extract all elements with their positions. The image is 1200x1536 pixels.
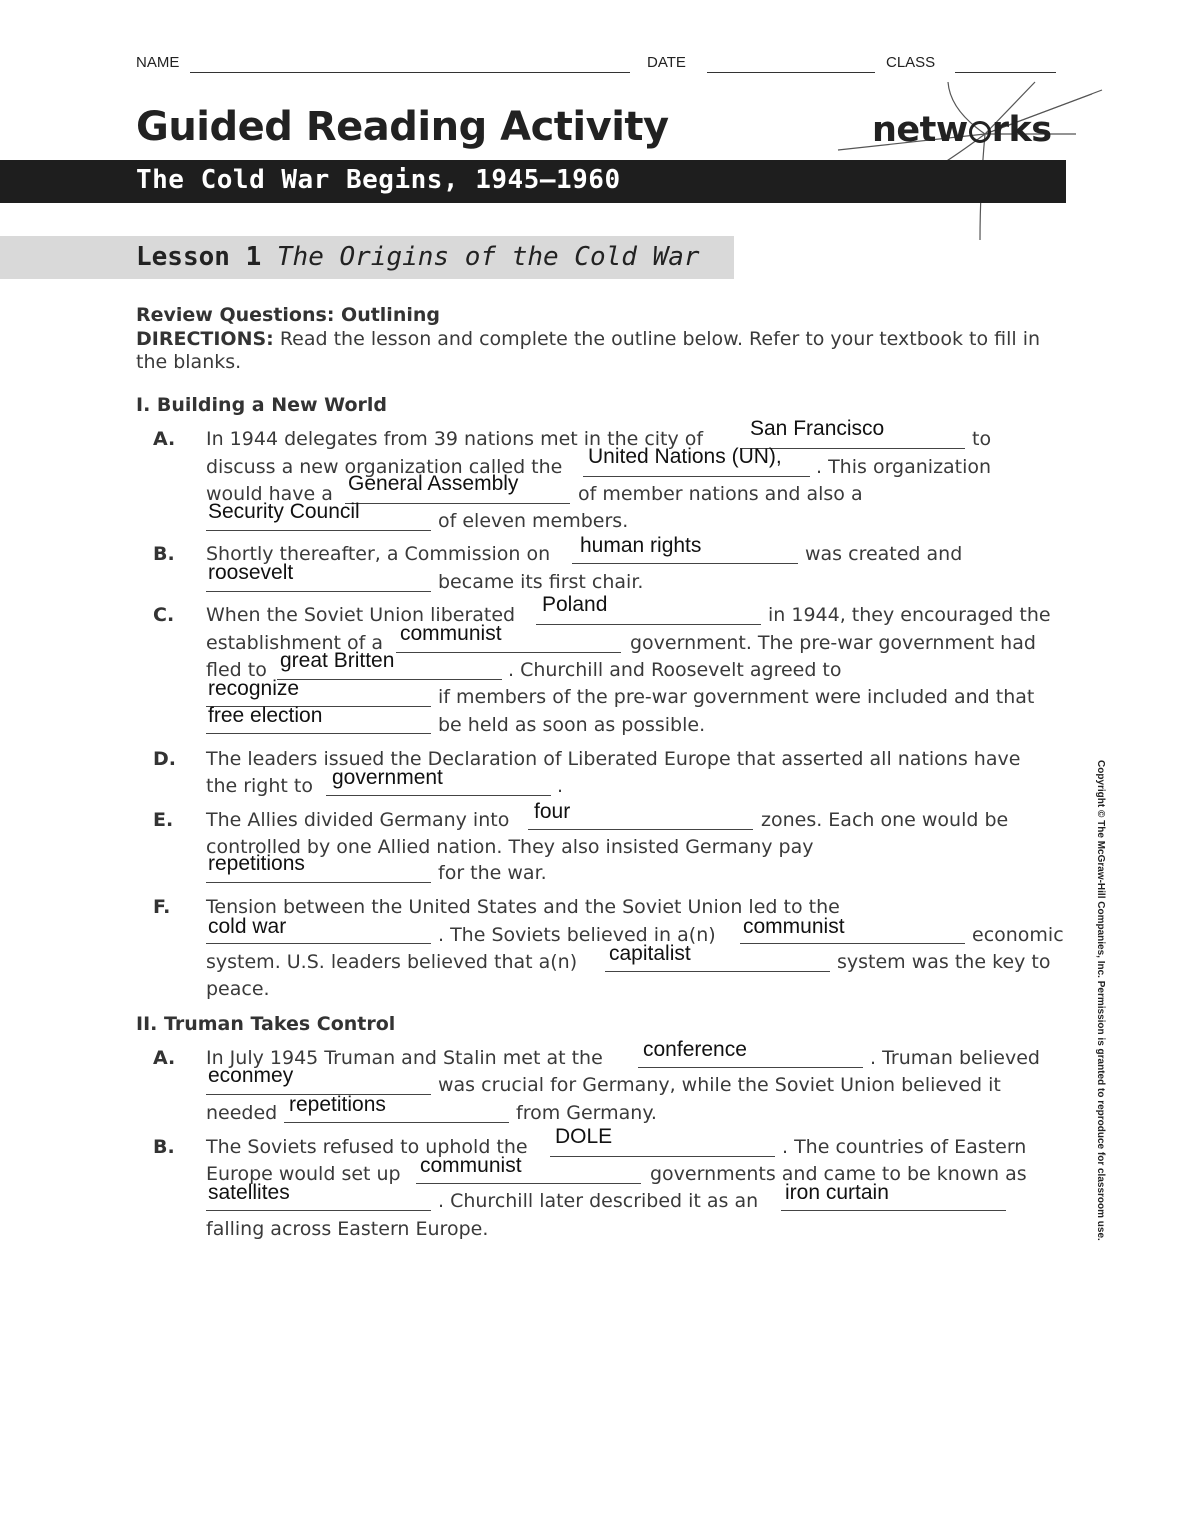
item-text: government. The pre-war government had — [630, 632, 1036, 654]
answer-blank[interactable] — [740, 943, 965, 944]
answer-text: Poland — [542, 593, 608, 616]
item-text: . The Soviets believed in a(n) — [438, 924, 716, 946]
answer-text: United Nations (UN), — [588, 445, 782, 468]
item-text: Tension between the United States and the Soviet Union led to the — [206, 896, 840, 918]
answer-text: free election — [208, 704, 323, 727]
item-text: system. U.S. leaders believed that a(n) — [206, 951, 578, 973]
item-text: was crucial for Germany, while the Soviet Union believed it — [438, 1074, 1001, 1096]
answer-text: DOLE — [555, 1125, 613, 1148]
item-text: . Churchill and Roosevelt agreed to — [508, 659, 842, 681]
date-label: DATE — [647, 54, 686, 71]
item-text: of eleven members. — [438, 510, 629, 532]
answer-text: econmey — [208, 1064, 294, 1087]
item-text: be held as soon as possible. — [438, 714, 706, 736]
item-letter: A. — [153, 428, 176, 450]
copyright-notice: Copyright © The McGraw-Hill Companies, Inc. Permission is granted to reproduce for classroom use. — [1095, 760, 1106, 1241]
directions-label: DIRECTIONS: — [136, 328, 274, 350]
answer-text: roosevelt — [208, 561, 294, 584]
answer-text: cold war — [208, 915, 287, 938]
chapter-title: The Cold War Begins, 1945–1960 — [136, 165, 621, 195]
directions — [136, 328, 1056, 374]
item-text: The Soviets refused to uphold the — [206, 1136, 528, 1158]
item-text: governments and came to be known as — [650, 1163, 1027, 1185]
answer-blank[interactable] — [206, 882, 431, 883]
item-text: would have a — [206, 483, 333, 505]
item-text: from Germany. — [516, 1102, 657, 1124]
name-label: NAME — [136, 54, 180, 71]
item-letter: A. — [153, 1047, 176, 1069]
lesson-number: Lesson 1 — [136, 242, 262, 272]
answer-text: human rights — [580, 534, 702, 557]
networks-logo — [872, 110, 1052, 150]
answer-blank[interactable] — [284, 1122, 509, 1123]
answer-text: four — [534, 800, 571, 823]
worksheet-title: Guided Reading Activity — [136, 104, 669, 150]
answer-text: communist — [400, 622, 502, 645]
item-text: peace. — [206, 978, 270, 1000]
lesson-title: The Origins of the Cold War — [276, 242, 700, 272]
item-letter: E. — [153, 809, 174, 831]
item-text: . — [557, 775, 564, 797]
item-text: if members of the pre-war government were included and that — [438, 686, 1035, 708]
item-text: discuss a new organization called the — [206, 456, 563, 478]
answer-blank[interactable] — [206, 733, 431, 734]
section-heading: I. Building a New World — [136, 394, 387, 416]
answer-text: great Britten — [280, 649, 395, 672]
item-text: When the Soviet Union liberated — [206, 604, 516, 626]
lesson-heading — [136, 242, 700, 272]
date-field[interactable] — [707, 72, 875, 73]
answer-text: satellites — [208, 1181, 290, 1204]
item-text: controlled by one Allied nation. They also insisted Germany pay — [206, 836, 814, 858]
answer-blank[interactable] — [206, 591, 431, 592]
item-text: zones. Each one would be — [761, 809, 1009, 831]
answer-text: communist — [743, 915, 845, 938]
item-text: In 1944 delegates from 39 nations met in the city of — [206, 428, 704, 450]
item-text: for the war. — [438, 862, 547, 884]
answer-blank[interactable] — [206, 530, 431, 531]
answer-blank[interactable] — [583, 476, 810, 477]
item-text: the right to — [206, 775, 313, 797]
answer-blank[interactable] — [206, 943, 431, 944]
answer-blank[interactable] — [572, 563, 798, 564]
item-text: . The countries of Eastern — [782, 1136, 1027, 1158]
logo-text-prefix: netw — [872, 110, 968, 150]
item-text: fled to — [206, 659, 267, 681]
item-text: economic — [972, 924, 1064, 946]
answer-blank[interactable] — [277, 679, 502, 680]
item-text: The Allies divided Germany into — [206, 809, 510, 831]
class-field[interactable] — [955, 72, 1056, 73]
answer-blank[interactable] — [781, 1210, 1006, 1211]
item-text: became its first chair. — [438, 571, 644, 593]
answer-text: capitalist — [609, 942, 691, 965]
answer-blank[interactable] — [345, 503, 570, 504]
name-field[interactable] — [190, 72, 630, 73]
item-text: The leaders issued the Declaration of Liberated Europe that asserted all nations have — [206, 748, 1021, 770]
item-text: establishment of a — [206, 632, 383, 654]
answer-text: recognize — [208, 677, 300, 700]
answer-text: communist — [420, 1154, 522, 1177]
item-letter: D. — [153, 748, 176, 770]
item-text: system was the key to — [837, 951, 1051, 973]
answer-text: repetitions — [208, 852, 305, 875]
answer-blank[interactable] — [416, 1183, 641, 1184]
item-text: Europe would set up — [206, 1163, 401, 1185]
answer-blank[interactable] — [605, 971, 830, 972]
answer-text: conference — [643, 1038, 747, 1061]
item-text: . Truman believed — [870, 1047, 1040, 1069]
answer-blank[interactable] — [528, 829, 753, 830]
answer-text: General Assembly — [348, 472, 519, 495]
item-text: . This organization — [816, 456, 992, 478]
answer-blank[interactable] — [206, 1210, 431, 1211]
answer-text: repetitions — [289, 1093, 386, 1116]
answer-text: government — [332, 766, 443, 789]
section-heading: II. Truman Takes Control — [136, 1013, 396, 1035]
logo-o-icon — [969, 121, 991, 143]
item-text: to — [972, 428, 992, 450]
item-text: in 1944, they encouraged the — [768, 604, 1051, 626]
item-text: needed — [206, 1102, 278, 1124]
item-text: Shortly thereafter, a Commission on — [206, 543, 551, 565]
logo-text-suffix: rks — [991, 110, 1052, 150]
item-letter: C. — [153, 604, 175, 626]
answer-blank[interactable] — [396, 652, 621, 653]
answer-text: iron curtain — [785, 1181, 889, 1204]
answer-blank[interactable] — [536, 624, 761, 625]
directions-text: Read the lesson and complete the outline below. Refer to your textbook to fill in the blanks. — [136, 328, 1041, 373]
answer-blank[interactable] — [638, 1067, 863, 1068]
item-letter: F. — [153, 896, 171, 918]
answer-blank[interactable] — [326, 795, 551, 796]
item-text: falling across Eastern Europe. — [206, 1218, 489, 1240]
item-letter: B. — [153, 1136, 175, 1158]
item-text: of member nations and also a — [578, 483, 863, 505]
review-heading: Review Questions: Outlining — [136, 304, 440, 326]
item-text: . Churchill later described it as an — [438, 1190, 759, 1212]
answer-blank[interactable] — [550, 1156, 775, 1157]
class-label: CLASS — [886, 54, 936, 71]
item-text: was created and — [805, 543, 963, 565]
item-letter: B. — [153, 543, 175, 565]
answer-text: Security Council — [208, 500, 360, 523]
answer-text: San Francisco — [750, 417, 885, 440]
item-text: In July 1945 Truman and Stalin met at the — [206, 1047, 603, 1069]
